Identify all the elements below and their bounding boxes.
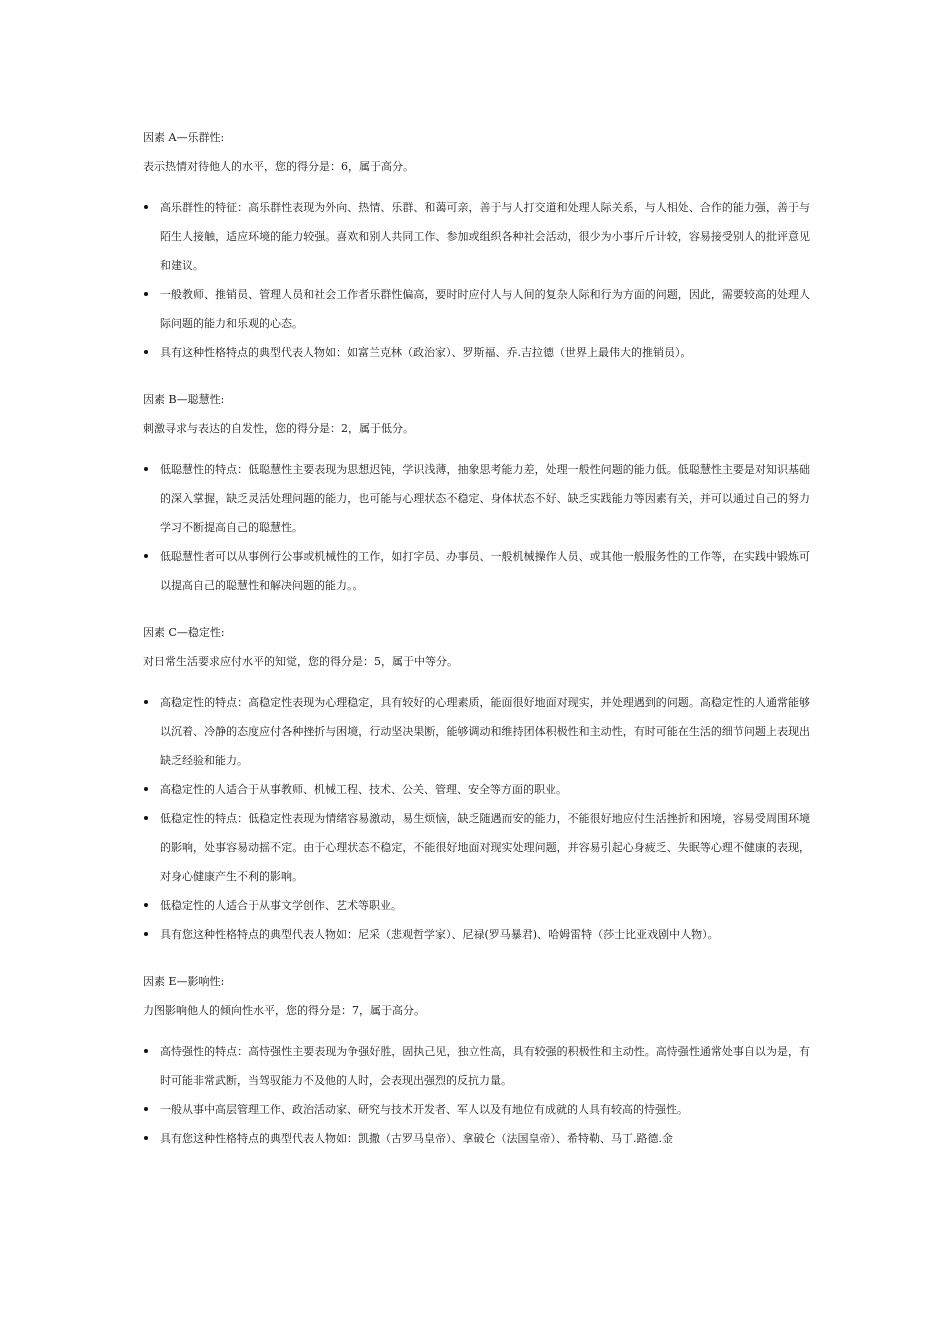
list-item — [143, 920, 810, 949]
list-item — [143, 688, 810, 775]
bullet-list — [143, 455, 810, 600]
list-item — [143, 455, 810, 542]
bullet-icon — [144, 903, 148, 907]
list-item — [143, 338, 810, 367]
bullet-list — [143, 193, 810, 367]
section-summary: 对日常生活要求应付水平的知觉，您的得分是：5，属于中等分。 — [143, 655, 458, 668]
bullet-icon — [144, 292, 148, 296]
list-item-text: 具有您这种性格特点的典型代表人物如：尼采（悲观哲学家）、尼禄(罗马暴君)、哈姆雷特（莎士比亚戏剧中人物）。 — [160, 928, 719, 941]
section-factor-c — [143, 624, 810, 949]
list-item-text: 低稳定性的人适合于从事文学创作、艺术等职业。 — [160, 899, 402, 912]
section-factor-a — [143, 129, 810, 367]
section-heading: 因素 E—影响性: — [143, 975, 225, 988]
list-item-text: 具有您这种性格特点的典型代表人物如：凯撒（古罗马皇帝）、拿破仑（法国皇帝）、希特勒、马丁.路德.金 — [160, 1132, 673, 1145]
section-summary: 刺激寻求与表达的自发性，您的得分是：2，属于低分。 — [143, 422, 414, 435]
list-item — [143, 804, 810, 891]
section-gap — [143, 949, 810, 973]
section-factor-e — [143, 973, 810, 1153]
section-heading: 因素 C—稳定性: — [143, 626, 225, 639]
bullet-icon — [144, 816, 148, 820]
list-item-text: 具有这种性格特点的典型代表人物如：如富兰克林（政治家）、罗斯福、乔.吉拉德（世界上最伟大的推销员）。 — [160, 346, 692, 359]
bullet-icon — [144, 1049, 148, 1053]
bullet-icon — [144, 350, 148, 354]
list-item-text: 高恃强性的特点：高恃强性主要表现为争强好胜，固执己见，独立性高，具有较强的积极性和主动性。高恃强性通常处事自以为是，有时可能非常武断，当驾驭能力不及他的人时，会表现出强烈的反抗力量。 — [160, 1045, 810, 1087]
bullet-icon — [144, 1136, 148, 1140]
list-item-text: 高稳定性的特点：高稳定性表现为心理稳定，具有较好的心理素质，能面很好地面对现实，并处理遇到的问题。高稳定性的人通常能够以沉着、冷静的态度应付各种挫折与困境，行动坚决果断，能够调动和维持团体积极性和主动性，有时可能在生活的细节问题上表现出缺乏经验和能力。 — [160, 696, 810, 767]
bullet-icon — [144, 554, 148, 558]
section-heading: 因素 B—聪慧性: — [143, 393, 225, 406]
list-item-text: 一般从事中高层管理工作、政治活动家、研究与技术开发者、军人以及有地位有成就的人具有较高的恃强性。 — [160, 1103, 688, 1116]
section-gap — [143, 367, 810, 391]
section-gap — [143, 600, 810, 624]
list-item — [143, 280, 810, 338]
list-item-text: 高乐群性的特征：高乐群性表现为外向、热情、乐群、和蔼可亲，善于与人打交道和处理人际关系，与人相处、合作的能力强，善于与陌生人接触，适应环境的能力较强。喜欢和别人共同工作、参加或组织各种社会活动，很少为小事斤斤计较，容易接受别人的批评意见和建议。 — [160, 201, 810, 272]
bullet-list — [143, 688, 810, 949]
section-summary: 表示热情对待他人的水平，您的得分是：6，属于高分。 — [143, 160, 414, 173]
section-factor-b — [143, 391, 810, 600]
list-item — [143, 1037, 810, 1095]
bullet-icon — [144, 700, 148, 704]
list-item — [143, 1095, 810, 1124]
list-item-text: 低聪慧性的特点：低聪慧性主要表现为思想迟钝，学识浅薄，抽象思考能力差，处理一般性问题的能力低。低聪慧性主要是对知识基础的深入掌握，缺乏灵活处理问题的能力，也可能与心理状态不稳定、身体状态不好、缺乏实践能力等因素有关，并可以通过自己的努力学习不断提高自己的聪慧性。 — [160, 463, 810, 534]
list-item-text: 低稳定性的特点：低稳定性表现为情绪容易激动，易生烦恼，缺乏随遇而安的能力，不能很好地应付生活挫折和困境，容易受周围环境的影响，处事容易动摇不定。由于心理状态不稳定，不能很好地面对现实处理问题，并容易引起心身疲乏、失眠等心理不健康的表现，对身心健康产生不利的影响。 — [160, 812, 810, 883]
bullet-icon — [144, 205, 148, 209]
bullet-icon — [144, 932, 148, 936]
list-item — [143, 1124, 810, 1153]
bullet-list — [143, 1037, 810, 1153]
list-item — [143, 193, 810, 280]
list-item — [143, 542, 810, 600]
list-item-text: 高稳定性的人适合于从事教师、机械工程、技术、公关、管理、安全等方面的职业。 — [160, 783, 567, 796]
bullet-icon — [144, 467, 148, 471]
bullet-icon — [144, 787, 148, 791]
section-summary: 力图影响他人的倾向性水平，您的得分是：7，属于高分。 — [143, 1004, 425, 1017]
list-item-text: 一般教师、推销员、管理人员和社会工作者乐群性偏高，要时时应付人与人间的复杂人际和行为方面的问题，因此，需要较高的处理人际问题的能力和乐观的心态。 — [160, 288, 810, 330]
section-heading: 因素 A—乐群性: — [143, 131, 225, 144]
list-item — [143, 891, 810, 920]
list-item — [143, 775, 810, 804]
list-item-text: 低聪慧性者可以从事例行公事或机械性的工作，如打字员、办事员、一般机械操作人员、或其他一般服务性的工作等，在实践中锻炼可以提高自己的聪慧性和解决问题的能力。。 — [160, 550, 810, 592]
bullet-icon — [144, 1107, 148, 1111]
